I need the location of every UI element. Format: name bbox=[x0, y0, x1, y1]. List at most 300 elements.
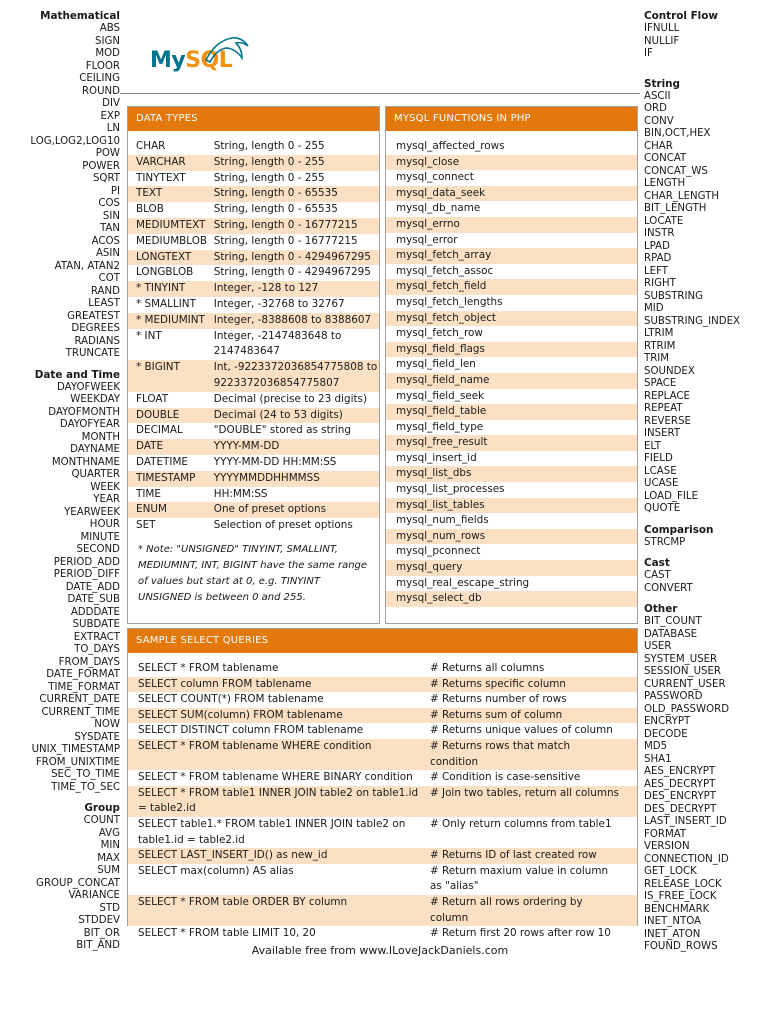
query-row bbox=[128, 661, 637, 677]
section-heading-comparison: Comparison bbox=[644, 523, 714, 536]
query-comment: # Returns unique values of column bbox=[430, 724, 613, 737]
query-row bbox=[128, 864, 637, 895]
function-name: PASSWORD bbox=[644, 691, 703, 702]
query-sql: SELECT DISTINCT column FROM tablename bbox=[138, 724, 364, 737]
data-type-row bbox=[128, 234, 379, 250]
function-name: POWER bbox=[82, 160, 120, 172]
function-name: LN bbox=[106, 123, 120, 134]
data-type-row bbox=[128, 186, 379, 202]
php-function: mysql_pconnect bbox=[396, 545, 481, 558]
function-name: RPAD bbox=[644, 253, 672, 264]
function-name: DAYOFMONTH bbox=[48, 406, 120, 418]
php-function: mysql_fetch_field bbox=[386, 279, 637, 295]
php-function: mysql_close bbox=[386, 155, 637, 171]
data-types-title: DATA TYPES bbox=[128, 107, 379, 131]
function-name: LENGTH bbox=[644, 178, 686, 189]
function-name: ASCII bbox=[644, 90, 671, 102]
function-name: SUBSTRING_INDEX bbox=[644, 315, 741, 327]
sample-queries-title: SAMPLE SELECT QUERIES bbox=[128, 629, 637, 653]
function-name: EXTRACT bbox=[73, 631, 120, 643]
php-function: mysql_field_seek bbox=[396, 389, 485, 402]
function-name: TIME_FORMAT bbox=[48, 681, 120, 693]
function-name: CHAR_LENGTH bbox=[644, 190, 720, 202]
comparison-list bbox=[644, 537, 768, 550]
function-name: WEEKDAY bbox=[70, 394, 120, 405]
data-type-name: SET bbox=[136, 519, 156, 532]
data-type-name: MEDIUMBLOB bbox=[136, 234, 208, 247]
function-name: INSERT bbox=[644, 428, 681, 439]
mathematical-list bbox=[4, 23, 120, 361]
query-comment: # Returns all columns bbox=[430, 662, 545, 674]
data-type-row bbox=[128, 423, 379, 439]
query-sql: SELECT * FROM tablename WHERE condition bbox=[138, 739, 372, 752]
function-name: DATE_FORMAT bbox=[46, 669, 120, 680]
data-type-name: DECIMAL bbox=[136, 424, 183, 437]
function-name: LEAST bbox=[88, 298, 120, 309]
function-name: AES_ENCRYPT bbox=[644, 766, 716, 777]
left-function-list bbox=[4, 10, 120, 953]
function-name: LOAD_FILE bbox=[644, 490, 699, 502]
data-type-description: String, length 0 - 255 bbox=[213, 140, 325, 152]
data-type-description: Integer, -8388608 to 8388607 bbox=[213, 313, 372, 326]
function-name: SQRT bbox=[92, 173, 120, 184]
sample-queries-panel bbox=[127, 628, 638, 940]
section-heading-control-flow: Control Flow bbox=[644, 10, 718, 22]
function-name: NOW bbox=[94, 719, 120, 730]
function-name: POW bbox=[95, 148, 120, 159]
data-type-description: String, length 0 - 255 bbox=[213, 171, 325, 184]
php-function: mysql_free_result bbox=[386, 435, 637, 451]
data-type-description: String, length 0 - 4294967295 bbox=[213, 266, 371, 279]
function-name: GROUP_CONCAT bbox=[36, 877, 120, 889]
function-name: DATE_SUB bbox=[67, 594, 120, 605]
php-function: mysql_num_rows bbox=[386, 529, 637, 545]
php-function: mysql_insert_id bbox=[396, 451, 477, 464]
query-sql: SELECT * FROM tablename bbox=[138, 662, 279, 674]
function-name: ENCRYPT bbox=[644, 716, 691, 727]
function-name: BIT_OR bbox=[83, 927, 120, 939]
function-name: MOD bbox=[95, 48, 120, 59]
group-list bbox=[4, 815, 120, 953]
data-type-description: One of preset options bbox=[213, 503, 327, 516]
php-function: mysql_list_processes bbox=[396, 483, 505, 496]
function-name: DAYOFYEAR bbox=[59, 419, 120, 430]
function-name: TRIM bbox=[644, 353, 670, 364]
data-type-row bbox=[128, 502, 379, 518]
data-type-description: Decimal (precise to 23 digits) bbox=[213, 392, 367, 405]
data-type-name: * INT bbox=[136, 329, 162, 342]
function-name: SOUNDEX bbox=[644, 365, 695, 377]
function-name: CHAR bbox=[644, 140, 673, 152]
function-name: YEARWEEK bbox=[64, 506, 120, 518]
function-name: STD bbox=[99, 902, 120, 914]
function-name: SYSTEM_USER bbox=[644, 653, 718, 665]
dolphin-icon bbox=[202, 30, 252, 66]
data-type-name: VARCHAR bbox=[136, 155, 186, 168]
query-sql: SELECT SUM(column) FROM tablename bbox=[138, 708, 343, 721]
php-function: mysql_errno bbox=[386, 217, 637, 233]
query-comment: # Only return columns from table1 bbox=[430, 817, 612, 830]
query-row bbox=[128, 739, 637, 770]
function-name: CURRENT_TIME bbox=[41, 706, 120, 718]
function-name: WEEK bbox=[90, 481, 120, 493]
query-row bbox=[128, 723, 637, 739]
php-function: mysql_field_len bbox=[396, 358, 476, 371]
unsigned-note: * Note: "UNSIGNED" TINYINT, SMALLINT, MEDIUMINT, INT, BIGINT have the same range of values but start at 0, e.g. TINYINT UNSIGNED is between 0 and 255. bbox=[138, 543, 368, 603]
php-function: mysql_field_type bbox=[396, 420, 484, 433]
function-name: REPEAT bbox=[644, 403, 683, 414]
data-types-panel bbox=[127, 106, 380, 624]
query-sql: SELECT COUNT(*) FROM tablename bbox=[138, 693, 324, 706]
function-name: CONVERT bbox=[644, 582, 693, 594]
function-name: BIT_AND bbox=[76, 940, 120, 951]
datetime-list bbox=[4, 382, 120, 795]
function-name: TAN bbox=[99, 223, 120, 234]
data-type-description: Selection of preset options bbox=[213, 519, 353, 532]
query-row bbox=[128, 848, 637, 864]
data-type-description: Integer, -2147483648 to 2147483647 bbox=[213, 329, 342, 358]
php-function: mysql_field_table bbox=[386, 404, 637, 420]
function-name: OLD_PASSWORD bbox=[644, 703, 730, 715]
function-name: PERIOD_DIFF bbox=[53, 569, 120, 580]
function-name: CEILING bbox=[79, 73, 120, 84]
data-type-row bbox=[128, 281, 379, 297]
data-type-name: * BIGINT bbox=[136, 361, 180, 374]
function-name: LTRIM bbox=[644, 328, 674, 339]
data-type-description: YYYY-MM-DD HH:MM:SS bbox=[213, 455, 337, 468]
function-name: RELEASE_LOCK bbox=[644, 878, 722, 890]
function-name: AVG bbox=[98, 827, 120, 839]
query-comment: # Join two tables, return all columns bbox=[430, 786, 619, 799]
data-type-description: Decimal (24 to 53 digits) bbox=[213, 408, 343, 421]
function-name: RIGHT bbox=[644, 278, 676, 289]
data-type-row bbox=[128, 392, 379, 408]
function-name: BIT_LENGTH bbox=[644, 203, 707, 214]
data-type-description: Integer, -128 to 127 bbox=[213, 282, 319, 295]
query-comment: # Returns number of rows bbox=[430, 693, 567, 706]
data-type-row bbox=[128, 139, 379, 155]
function-name: RAND bbox=[90, 285, 120, 297]
function-name: HOUR bbox=[89, 519, 120, 530]
data-type-name: LONGBLOB bbox=[136, 266, 194, 279]
function-name: SECOND bbox=[76, 544, 120, 555]
php-function: mysql_fetch_object bbox=[386, 311, 637, 327]
query-comment: # Returns specific column bbox=[430, 677, 567, 690]
function-name: REPLACE bbox=[644, 390, 690, 402]
function-name: LOG,LOG2,LOG10 bbox=[30, 135, 120, 147]
function-name: GET_LOCK bbox=[644, 866, 697, 877]
top-divider bbox=[120, 93, 640, 94]
data-type-name: FLOAT bbox=[136, 392, 169, 405]
query-sql: SELECT LAST_INSERT_ID() as new_id bbox=[138, 849, 328, 862]
function-name: BIN,OCT,HEX bbox=[644, 128, 711, 139]
function-name: PI bbox=[110, 185, 120, 197]
other-list bbox=[644, 616, 768, 954]
function-name: INET_NTOA bbox=[644, 916, 702, 927]
function-name: LCASE bbox=[644, 465, 677, 477]
data-types-list bbox=[128, 131, 379, 534]
function-name: EXP bbox=[100, 110, 120, 122]
query-comment: # Returns ID of last created row bbox=[430, 849, 597, 862]
function-name: RTRIM bbox=[644, 340, 676, 352]
data-type-row bbox=[128, 408, 379, 424]
query-sql: SELECT * FROM table1 INNER JOIN table2 on table1.id = table2.id bbox=[138, 786, 419, 815]
function-name: CONV bbox=[644, 115, 674, 127]
function-name: CURRENT_DATE bbox=[39, 694, 120, 705]
php-function: mysql_error bbox=[396, 233, 458, 246]
section-heading-mathematical: Mathematical bbox=[40, 10, 120, 22]
function-name: VERSION bbox=[644, 841, 690, 852]
function-name: SYSDATE bbox=[74, 731, 120, 743]
data-type-row bbox=[128, 218, 379, 234]
php-function: mysql_data_seek bbox=[386, 186, 637, 202]
function-name: DES_ENCRYPT bbox=[644, 791, 717, 802]
function-name: DATE_ADD bbox=[65, 581, 120, 593]
query-comment: # Return all rows ordering by column bbox=[430, 895, 583, 924]
footer-credit: Available free from www.ILoveJackDaniels.com bbox=[251, 944, 509, 957]
function-name: ACOS bbox=[91, 235, 120, 247]
function-name: SIN bbox=[102, 210, 120, 222]
function-name: TRUNCATE bbox=[65, 348, 120, 359]
data-type-row bbox=[128, 202, 379, 218]
php-function: mysql_field_flags bbox=[386, 342, 637, 358]
function-name: GREATEST bbox=[67, 310, 120, 322]
query-row bbox=[128, 692, 637, 708]
php-function: mysql_list_tables bbox=[386, 498, 637, 514]
data-type-row bbox=[128, 360, 379, 392]
php-function: mysql_list_dbs bbox=[386, 466, 637, 482]
function-name: STRCMP bbox=[644, 536, 686, 548]
php-function: mysql_num_fields bbox=[396, 514, 489, 527]
function-name: REVERSE bbox=[644, 415, 691, 427]
function-name: LPAD bbox=[644, 240, 670, 252]
php-function: mysql_connect bbox=[396, 171, 474, 184]
function-name: RADIANS bbox=[74, 335, 120, 347]
function-name: MONTH bbox=[81, 431, 120, 443]
query-comment: # Condition is case-sensitive bbox=[430, 771, 581, 784]
function-name: MIN bbox=[100, 840, 120, 851]
data-type-description: Integer, -32768 to 32767 bbox=[213, 297, 345, 310]
data-type-row bbox=[128, 329, 379, 361]
function-name: COT bbox=[98, 273, 120, 284]
function-name: FOUND_ROWS bbox=[644, 941, 718, 952]
function-name: COS bbox=[98, 198, 120, 209]
function-name: MAX bbox=[97, 852, 120, 864]
function-name: FORMAT bbox=[644, 828, 687, 840]
control-flow-list bbox=[644, 23, 768, 61]
function-name: DAYOFWEEK bbox=[56, 381, 120, 393]
cast-list bbox=[644, 570, 768, 595]
data-type-row bbox=[128, 471, 379, 487]
function-name: BIT_COUNT bbox=[644, 616, 702, 627]
function-name: STDDEV bbox=[78, 915, 120, 926]
query-row bbox=[128, 817, 637, 848]
function-name: DECODE bbox=[644, 728, 688, 740]
data-type-description: HH:MM:SS bbox=[213, 487, 268, 500]
function-name: QUOTE bbox=[644, 503, 681, 514]
function-name: ASIN bbox=[95, 248, 120, 259]
function-name: LOCATE bbox=[644, 215, 684, 227]
php-functions-panel bbox=[385, 106, 638, 624]
function-name: FROM_UNIXTIME bbox=[35, 756, 120, 768]
data-type-name: MEDIUMTEXT bbox=[136, 218, 206, 231]
function-name: INET_ATON bbox=[644, 928, 701, 940]
data-type-description: "DOUBLE" stored as string bbox=[213, 424, 351, 437]
query-comment: # Returns sum of column bbox=[430, 708, 563, 721]
function-name: LEFT bbox=[644, 265, 669, 277]
data-type-name: * MEDIUMINT bbox=[136, 313, 205, 326]
data-type-name: * TINYINT bbox=[136, 282, 186, 295]
function-name: FIELD bbox=[644, 453, 673, 464]
data-type-row bbox=[128, 439, 379, 455]
function-name: TO_DAYS bbox=[74, 644, 120, 655]
function-name: DEGREES bbox=[71, 323, 120, 334]
function-name: LAST_INSERT_ID bbox=[644, 816, 727, 827]
query-row bbox=[128, 895, 637, 926]
function-name: MID bbox=[644, 303, 664, 314]
function-name: FROM_DAYS bbox=[58, 656, 120, 668]
php-function: mysql_field_name bbox=[386, 373, 637, 389]
function-name: AES_DECRYPT bbox=[644, 778, 716, 790]
section-heading-other: Other bbox=[644, 603, 678, 615]
php-function: mysql_fetch_assoc bbox=[396, 264, 494, 277]
section-heading-group: Group bbox=[84, 802, 120, 814]
function-name: IFNULL bbox=[644, 23, 680, 34]
function-name: QUARTER bbox=[71, 469, 120, 480]
php-function: mysql_affected_rows bbox=[396, 140, 505, 152]
function-name: COUNT bbox=[83, 815, 120, 826]
data-type-description: String, length 0 - 16777215 bbox=[213, 234, 358, 247]
function-name: FLOOR bbox=[85, 60, 120, 72]
function-name: SUM bbox=[97, 865, 120, 876]
php-function: mysql_fetch_lengths bbox=[396, 295, 503, 308]
function-name: MONTHNAME bbox=[51, 456, 120, 468]
php-function: mysql_fetch_array bbox=[386, 248, 637, 264]
php-function: mysql_query bbox=[386, 560, 637, 576]
data-type-row bbox=[128, 518, 379, 534]
data-type-name: * SMALLINT bbox=[136, 297, 196, 310]
function-name: UNIX_TIMESTAMP bbox=[31, 744, 120, 755]
function-name: NULLIF bbox=[644, 35, 680, 47]
query-row bbox=[128, 786, 637, 817]
data-type-name: CHAR bbox=[136, 140, 166, 152]
function-name: ATAN, ATAN2 bbox=[54, 260, 120, 272]
function-name: DATABASE bbox=[644, 628, 698, 640]
php-function: mysql_select_db bbox=[386, 591, 637, 607]
function-name: IF bbox=[644, 48, 653, 59]
function-name: MINUTE bbox=[80, 531, 120, 543]
query-row bbox=[128, 677, 637, 693]
right-function-list bbox=[644, 10, 768, 954]
data-type-row bbox=[128, 455, 379, 471]
data-type-name: TIMESTAMP bbox=[136, 471, 196, 484]
data-type-description: String, length 0 - 4294967295 bbox=[213, 250, 371, 263]
data-type-name: DATE bbox=[136, 440, 164, 453]
data-type-name: ENUM bbox=[136, 503, 167, 516]
mysql-logo: MySQL bbox=[150, 30, 260, 80]
php-function: mysql_real_escape_string bbox=[396, 576, 530, 589]
query-sql: SELECT * FROM table ORDER BY column bbox=[138, 895, 348, 908]
query-comment: # Returns rows that match condition bbox=[430, 739, 571, 768]
function-name: BENCHMARK bbox=[644, 903, 710, 915]
query-sql: SELECT * FROM tablename WHERE BINARY condition bbox=[138, 771, 413, 784]
data-type-row bbox=[128, 487, 379, 503]
string-list bbox=[644, 91, 768, 516]
section-heading-datetime: Date and Time bbox=[34, 368, 120, 381]
function-name: SEC_TO_TIME bbox=[51, 769, 120, 780]
function-name: SPACE bbox=[644, 378, 677, 389]
function-name: IS_FREE_LOCK bbox=[644, 891, 717, 902]
function-name: INSTR bbox=[644, 228, 675, 239]
function-name: YEAR bbox=[93, 494, 120, 505]
data-type-description: YYYY-MM-DD bbox=[213, 440, 280, 453]
function-name: DES_DECRYPT bbox=[644, 803, 717, 815]
php-functions-list bbox=[386, 131, 637, 607]
data-type-name: TINYTEXT bbox=[136, 171, 186, 184]
data-type-row bbox=[128, 155, 379, 171]
function-name: SESSION_USER bbox=[644, 666, 722, 677]
data-type-description: YYYYMMDDHHMMSS bbox=[213, 471, 320, 484]
function-name: UCASE bbox=[644, 478, 679, 489]
function-name: DAYNAME bbox=[70, 444, 120, 455]
query-row bbox=[128, 770, 637, 786]
section-heading-cast: Cast bbox=[644, 557, 670, 569]
data-type-name: LONGTEXT bbox=[136, 250, 192, 263]
function-name: USER bbox=[644, 641, 672, 652]
query-sql: SELECT * FROM table LIMIT 10, 20 bbox=[138, 927, 316, 940]
function-name: ADDDATE bbox=[70, 606, 120, 618]
query-row bbox=[128, 926, 637, 942]
data-type-row bbox=[128, 313, 379, 329]
function-name: SIGN bbox=[95, 35, 120, 47]
query-row bbox=[128, 708, 637, 724]
function-name: CAST bbox=[644, 570, 671, 581]
query-sql: SELECT table1.* FROM table1 INNER JOIN table2 on table1.id = table2.id bbox=[138, 817, 406, 846]
data-type-description: String, length 0 - 255 bbox=[213, 155, 325, 168]
function-name: CONCAT_WS bbox=[644, 165, 708, 177]
function-name: TIME_TO_SEC bbox=[51, 781, 120, 793]
function-name: ELT bbox=[644, 440, 661, 452]
data-type-row bbox=[128, 171, 379, 187]
query-comment: # Return first 20 rows after row 10 bbox=[430, 927, 611, 940]
function-name: PERIOD_ADD bbox=[53, 556, 120, 568]
section-heading-string: String bbox=[644, 77, 680, 90]
php-function: mysql_db_name bbox=[396, 202, 481, 215]
data-type-description: String, length 0 - 65535 bbox=[213, 187, 338, 200]
function-name: ROUND bbox=[81, 85, 120, 97]
data-type-description: String, length 0 - 65535 bbox=[213, 203, 338, 216]
function-name: ABS bbox=[99, 23, 120, 34]
sample-queries-list bbox=[128, 653, 637, 942]
data-type-description: String, length 0 - 16777215 bbox=[213, 218, 358, 231]
query-sql: SELECT column FROM tablename bbox=[138, 677, 312, 690]
data-type-name: DOUBLE bbox=[136, 408, 180, 421]
data-type-row bbox=[128, 265, 379, 281]
function-name: CONNECTION_ID bbox=[644, 853, 729, 865]
function-name: SUBSTRING bbox=[644, 290, 704, 302]
function-name: SUBDATE bbox=[72, 619, 120, 630]
data-type-name: BLOB bbox=[136, 203, 164, 216]
query-sql: SELECT max(column) AS alias bbox=[138, 864, 294, 877]
php-function: mysql_fetch_row bbox=[396, 327, 483, 340]
function-name: MD5 bbox=[644, 741, 668, 752]
data-type-name: DATETIME bbox=[136, 455, 188, 468]
data-type-name: TIME bbox=[136, 487, 161, 500]
data-type-row bbox=[128, 297, 379, 313]
data-type-row bbox=[128, 250, 379, 266]
query-comment: # Return maxium value in column as "alias" bbox=[430, 864, 609, 893]
function-name: ORD bbox=[644, 103, 667, 114]
